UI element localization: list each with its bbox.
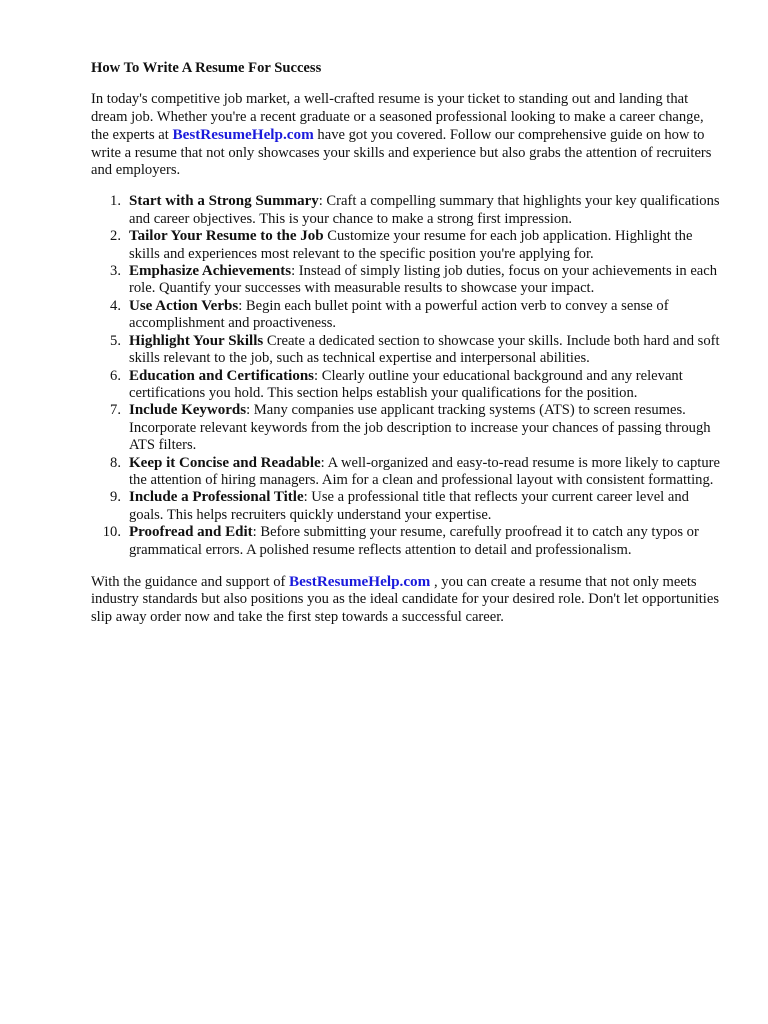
list-item-heading: Keep it Concise and Readable — [129, 454, 321, 471]
list-item — [91, 298, 721, 333]
list-item-number: 3. — [110, 263, 121, 280]
list-item-number: 8. — [110, 454, 121, 471]
list-item — [91, 368, 721, 403]
list-item-heading: Proofread and Edit — [129, 524, 253, 541]
intro-paragraph — [91, 91, 721, 179]
closing-paragraph — [91, 573, 721, 626]
list-item-heading: Education and Certifications — [129, 367, 315, 384]
list-item-number: 5. — [110, 332, 121, 349]
list-item — [91, 524, 721, 559]
list-item-number: 6. — [110, 367, 121, 384]
list-item-text: Customize your resume for each job application. Highlight the skills and experiences most relevant to the specific position you're applying for. — [129, 228, 693, 262]
list-item-text: : A well-organized and easy-to-read resume is more likely to capture the attention of hiring managers. Aim for a clean and professional layout with consistent formatting. — [129, 454, 720, 488]
list-item — [91, 333, 721, 368]
resume-steps-list — [91, 193, 721, 559]
list-item-text: : Clearly outline your educational background and any relevant certifications you hold. This section helps establish your qualifications for the position. — [129, 367, 683, 401]
list-item — [91, 489, 721, 524]
list-item-text: : Instead of simply listing job duties, focus on your achievements in each role. Quantify your successes with measurable results to showcase your impact. — [129, 263, 718, 297]
list-item-text: : Before submitting your resume, carefully proofread it to catch any typos or grammatical errors. A polished resume reflects attention to detail and professionalism. — [129, 524, 699, 558]
list-item-heading: Highlight Your Skills — [129, 332, 264, 349]
list-item-text: : Craft a compelling summary that highlights your key qualifications and career objectives. This is your chance to make a strong first impression. — [129, 193, 720, 227]
list-item — [91, 402, 721, 454]
list-item-heading: Use Action Verbs — [129, 297, 239, 314]
closing-text-start: With the guidance and support of — [91, 573, 289, 590]
list-item-number: 7. — [110, 402, 121, 419]
intro-text-end: have got you covered. Follow our comprehensive guide on how to write a resume that not only showcases your skills and experience but also grabs the attention of recruiters and employers. — [91, 127, 712, 179]
list-item-text: Create a dedicated section to showcase your skills. Include both hard and soft skills relevant to the job, such as technical expertise and interpersonal abilities. — [129, 332, 720, 367]
list-item — [91, 455, 721, 490]
list-item-number: 2. — [110, 228, 121, 245]
list-item-number: 4. — [110, 297, 121, 314]
list-item-heading: Include a Professional Title — [129, 489, 304, 506]
document-page — [91, 60, 721, 626]
document-title: How To Write A Resume For Success — [91, 60, 322, 76]
list-item — [91, 228, 721, 263]
list-item — [91, 263, 721, 298]
intro-text-start: In today's competitive job market, a well-crafted resume is your ticket to standing out and landing that dream job. Whether you're a recent graduate or a seasoned professional looking to make a career change, the experts at — [91, 91, 704, 144]
list-item-heading: Include Keywords — [129, 402, 247, 419]
intro-bestresumehelp-link[interactable]: BestResumeHelp.com — [172, 126, 314, 144]
closing-text-end: , you can create a resume that not only meets industry standards but also positions you as the ideal candidate for your desired role. Don't let opportunities slip away order now and take the first step towards a successful career. — [91, 573, 720, 625]
list-item-heading: Emphasize Achievements — [129, 263, 292, 280]
list-item-heading: Tailor Your Resume to the Job — [129, 228, 324, 245]
list-item-heading: Start with a Strong Summary — [129, 193, 319, 210]
list-item-number: 10. — [102, 524, 121, 541]
list-item-text: : Begin each bullet point with a powerful action verb to convey a sense of accomplishment and proactiveness. — [129, 297, 669, 332]
list-item-number: 1. — [110, 193, 121, 210]
list-item — [91, 193, 721, 228]
list-item-number: 9. — [110, 489, 121, 506]
list-item-text: : Many companies use applicant tracking systems (ATS) to screen resumes. Incorporate relevant keywords from the job description to increase your chances of passing through ATS filters. — [129, 402, 711, 454]
list-item-text: : Use a professional title that reflects your current career level and goals. This helps recruiters quickly understand your expertise. — [129, 489, 689, 523]
closing-bestresumehelp-link[interactable]: BestResumeHelp.com — [289, 572, 431, 590]
